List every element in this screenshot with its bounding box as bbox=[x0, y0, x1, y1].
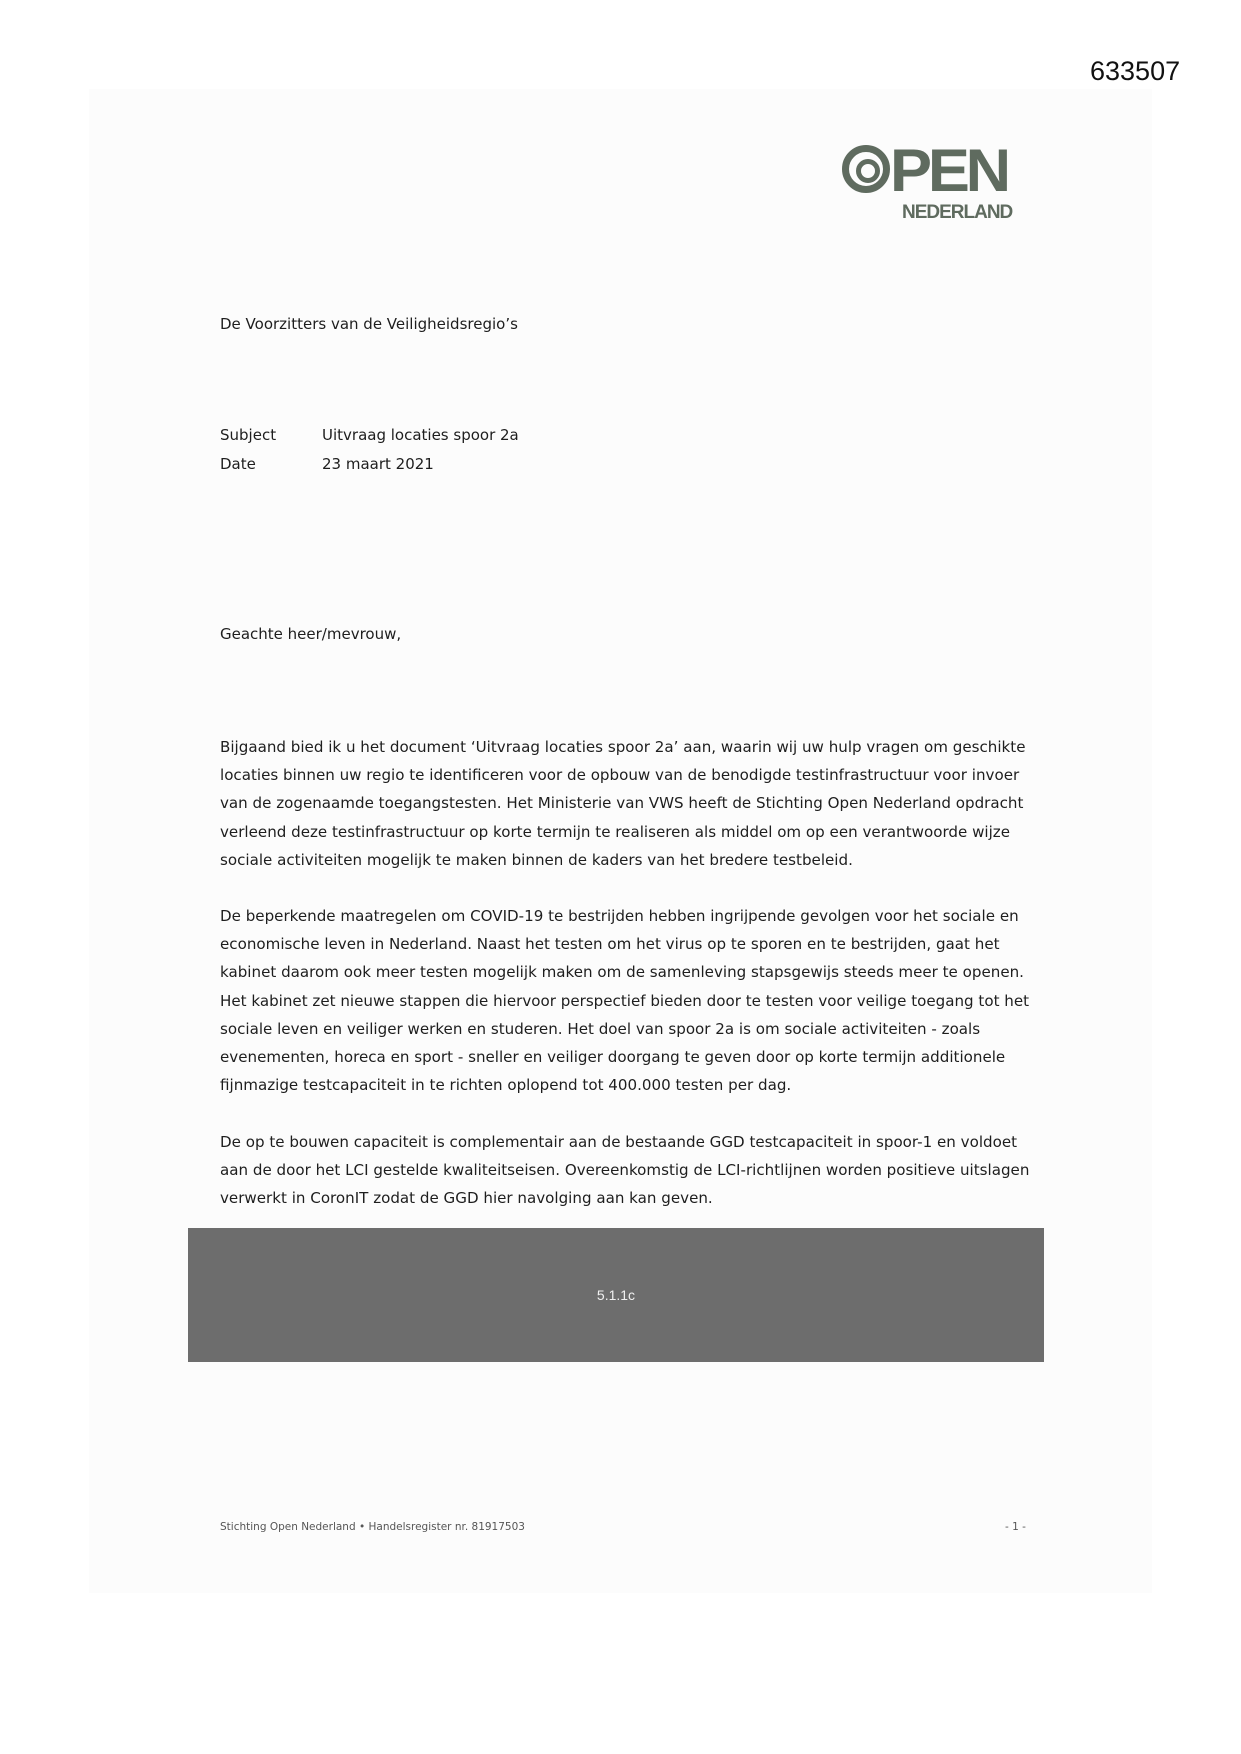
logo-main-text: PEN bbox=[890, 137, 1007, 204]
footer-page-number: - 1 - bbox=[1005, 1521, 1026, 1533]
paragraph-line: De op te bouwen capaciteit is complementair aan de bestaande GGD testcapaciteit in spoor-1 en voldoet bbox=[220, 1133, 1018, 1151]
document-number: 633507 bbox=[1090, 56, 1181, 86]
addressee: De Voorzitters van de Veiligheidsregio’s bbox=[220, 315, 518, 333]
paragraph-line: sociale activiteiten mogelijk te maken binnen de kaders van het bredere testbeleid. bbox=[220, 850, 853, 869]
paragraph-line: economische leven in Nederland. Naast het testen om het virus op te sporen en te bestrijden, gaat het bbox=[220, 935, 1000, 954]
date-label: Date bbox=[220, 455, 256, 473]
paragraph-line: locaties binnen uw regio te identificeren voor de opbouw van de benodigde testinfrastructuur voor invoer bbox=[220, 766, 1020, 785]
footer-company-info: Stichting Open Nederland • Handelsregister nr. 81917503 bbox=[220, 1521, 525, 1533]
paragraph-line: verleend deze testinfrastructuur op korte termijn te realiseren als middel om op een verantwoorde wijze bbox=[220, 822, 1011, 841]
open-nederland-logo bbox=[842, 137, 1022, 227]
salutation: Geachte heer/mevrouw, bbox=[220, 625, 402, 643]
paragraph-line: Het kabinet zet nieuwe stappen die hiervoor perspectief bieden door te testen voor veilige toegang tot het bbox=[220, 991, 1030, 1010]
subject-label: Subject bbox=[220, 426, 277, 444]
redaction-code: 5.1.1c bbox=[596, 1287, 636, 1303]
paragraph-line: kabinet daarom ook meer testen mogelijk maken om de samenleving stapsgewijs steeds meer te openen. bbox=[220, 963, 1024, 982]
paragraph-1 bbox=[220, 733, 1030, 874]
logo-sub-text: NEDERLAND bbox=[902, 202, 1013, 223]
subject-value: Uitvraag locaties spoor 2a bbox=[322, 426, 519, 444]
paragraph-line: aan de door het LCI gestelde kwaliteitseisen. Overeenkomstig de LCI-richtlijnen worden positieve uitslagen bbox=[220, 1161, 1030, 1180]
paragraph-line: sociale leven en veiliger werken en studeren. Het doel van spoor 2a is om sociale activiteiten - zoals bbox=[220, 1019, 981, 1038]
paragraph-3 bbox=[220, 1128, 1030, 1213]
paragraph-line: Bijgaand bied ik u het document ‘Uitvraag locaties spoor 2a’ aan, waarin wij uw hulp vragen om geschikte bbox=[220, 738, 1026, 756]
paragraph-line: evenementen, horeca en sport - sneller en veiliger doorgang te geven door op korte termijn additionele bbox=[220, 1048, 1006, 1067]
logo-ring-icon bbox=[842, 145, 890, 193]
paragraph-line: van de zogenaamde toegangstesten. Het Ministerie van VWS heeft de Stichting Open Nederland opdracht bbox=[220, 794, 1024, 813]
redaction-box bbox=[188, 1228, 1044, 1362]
paragraph-line: fijnmazige testcapaciteit in te richten oplopend tot 400.000 testen per dag. bbox=[220, 1076, 792, 1095]
paragraph-2 bbox=[220, 902, 1030, 1099]
date-value: 23 maart 2021 bbox=[322, 455, 434, 473]
paragraph-line: verwerkt in CoronIT zodat de GGD hier navolging aan kan geven. bbox=[220, 1189, 713, 1208]
paragraph-line: De beperkende maatregelen om COVID-19 te bestrijden hebben ingrijpende gevolgen voor het sociale en bbox=[220, 907, 1019, 925]
